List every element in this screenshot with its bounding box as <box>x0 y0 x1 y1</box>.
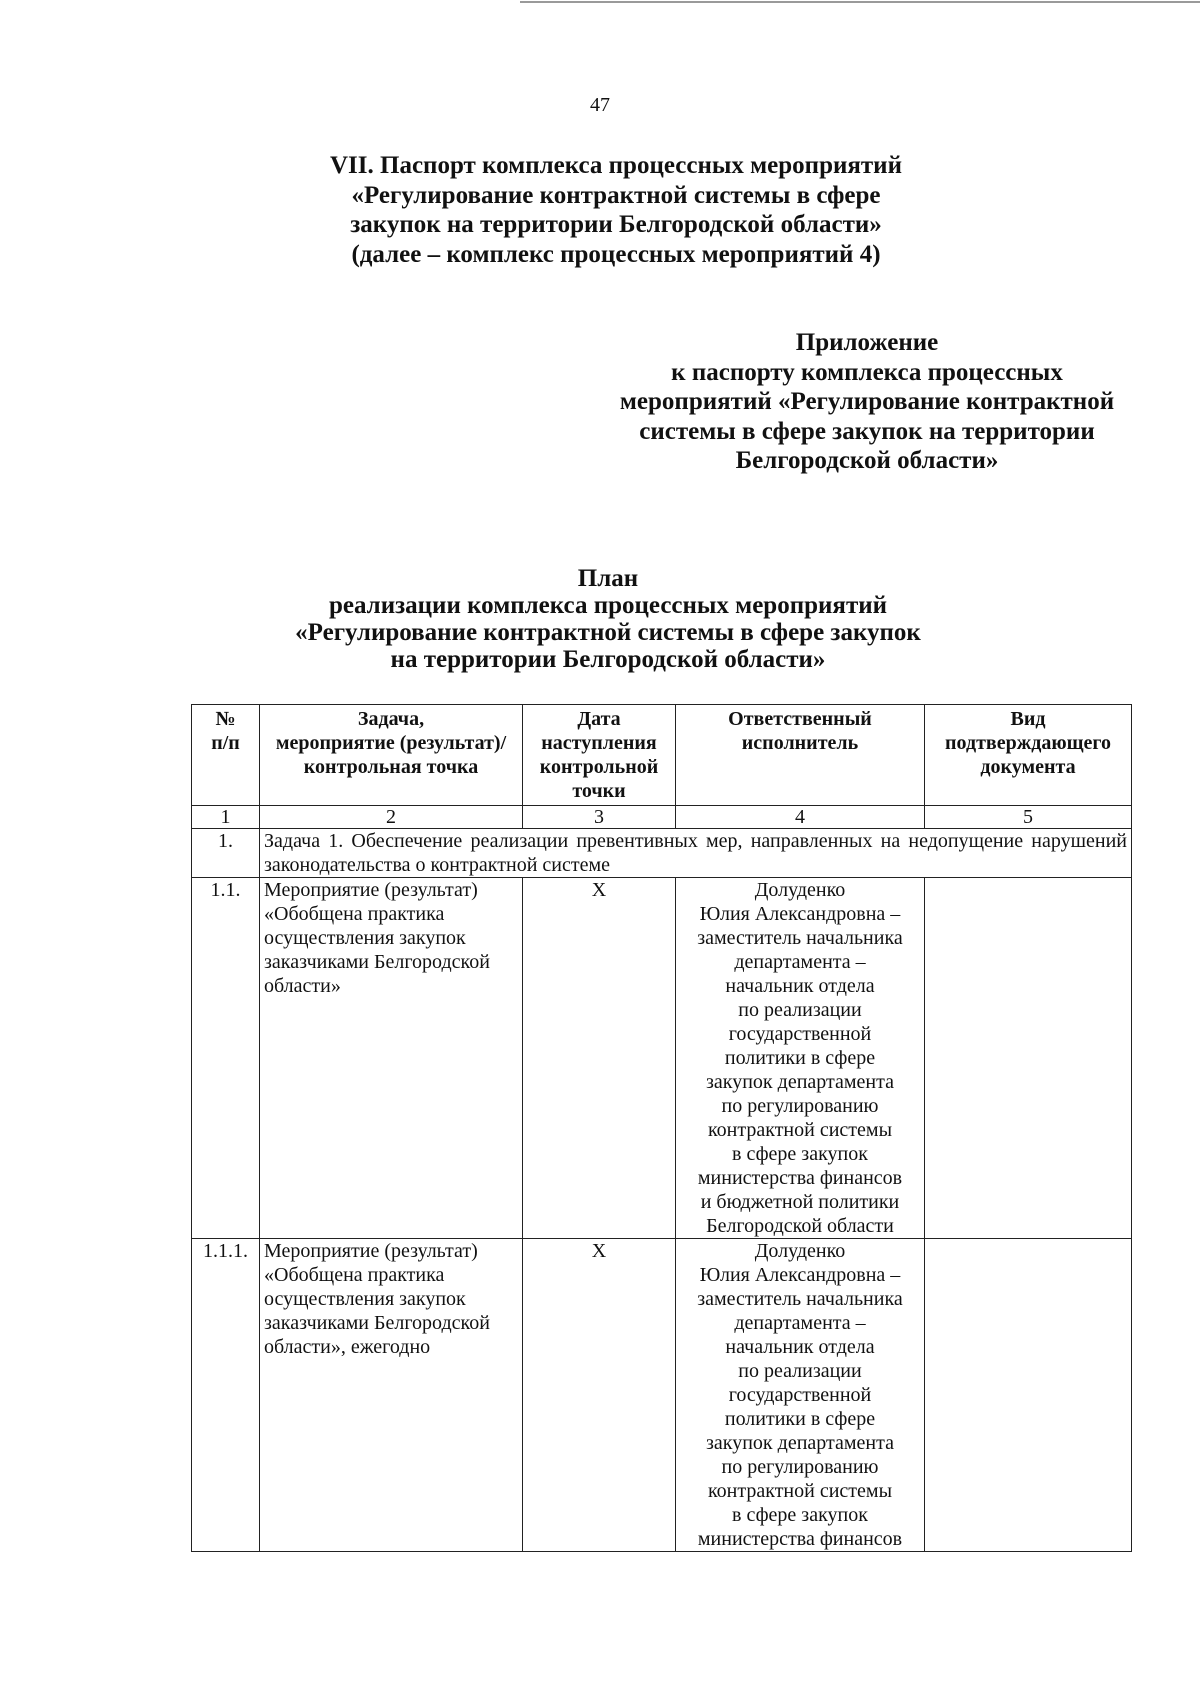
task-number: 1. <box>192 829 260 878</box>
table-header-row <box>192 705 1132 806</box>
appendix-line: Белгородской области» <box>735 447 999 474</box>
plan-title-line: «Регулирование контрактной системы в сфере закупок <box>295 619 921 646</box>
event-cell: Мероприятие (результат) «Обобщена практика осуществления закупок заказчиками Белгородской области» <box>260 878 523 1239</box>
document-cell <box>925 878 1132 1239</box>
row-number: 1.1. <box>192 878 260 1239</box>
document-cell <box>925 1239 1132 1552</box>
section-heading <box>0 151 1200 269</box>
plan-title-line: План <box>577 565 639 592</box>
executor-cell: Долуденко Юлия Александровна – заместитель начальника департамента – начальник отдела по реализации государственной политики в сфере закупок департамента по регулированию контрактной системы в сфере закупок министерства финансов <box>676 1239 925 1552</box>
table-row <box>192 1239 1132 1552</box>
plan-title-line: реализации комплекса процессных мероприятий <box>328 592 888 619</box>
plan-title-line: на территории Белгородской области» <box>390 646 826 673</box>
column-number: 3 <box>523 806 676 829</box>
executor-cell: Долуденко Юлия Александровна – заместитель начальника департамента – начальник отдела по реализации государственной политики в сфере закупок департамента по регулированию контрактной системы в сфере закупок министерства финансов и бюджетной политики Белгородской области <box>676 878 925 1239</box>
appendix-line: системы в сфере закупок на территории <box>639 417 1095 445</box>
date-cell: Х <box>523 1239 676 1552</box>
date-cell: Х <box>523 878 676 1239</box>
header-task: Задача, мероприятие (результат)/ контрольная точка <box>260 705 523 806</box>
column-number: 5 <box>925 806 1132 829</box>
page-number: 47 <box>590 94 610 116</box>
task-description: Задача 1. Обеспечение реализации превентивных мер, направленных на недопущение нарушений законодательства о контрактной системе <box>260 829 1132 878</box>
header-document: Вид подтверждающего документа <box>925 705 1132 806</box>
row-number: 1.1.1. <box>192 1239 260 1552</box>
plan-table <box>191 704 1132 1552</box>
column-number: 2 <box>260 806 523 829</box>
table-row <box>192 878 1132 1239</box>
section-heading-line: (далее – комплекс процессных мероприятий 4) <box>351 240 881 268</box>
column-number-row <box>192 806 1132 829</box>
section-heading-line: VII. Паспорт комплекса процессных мероприятий <box>330 152 902 179</box>
column-number: 1 <box>192 806 260 829</box>
section-heading-line: закупок на территории Белгородской области» <box>350 211 882 238</box>
appendix-line: мероприятий «Регулирование контрактной <box>619 388 1115 415</box>
header-executor: Ответственный исполнитель <box>676 705 925 806</box>
task-row <box>192 829 1132 878</box>
header-number: № п/п <box>192 705 260 806</box>
header-date: Дата наступления контрольной точки <box>523 705 676 806</box>
appendix-block <box>612 328 1122 476</box>
section-heading-line: «Регулирование контрактной системы в сфере <box>351 181 881 209</box>
column-number: 4 <box>676 806 925 829</box>
appendix-line: к паспорту комплекса процессных <box>671 358 1063 386</box>
event-cell: Мероприятие (результат) «Обобщена практика осуществления закупок заказчиками Белгородской области», ежегодно <box>260 1239 523 1552</box>
appendix-line: Приложение <box>795 329 939 356</box>
top-border-line <box>520 1 1200 3</box>
plan-title <box>0 565 1200 673</box>
